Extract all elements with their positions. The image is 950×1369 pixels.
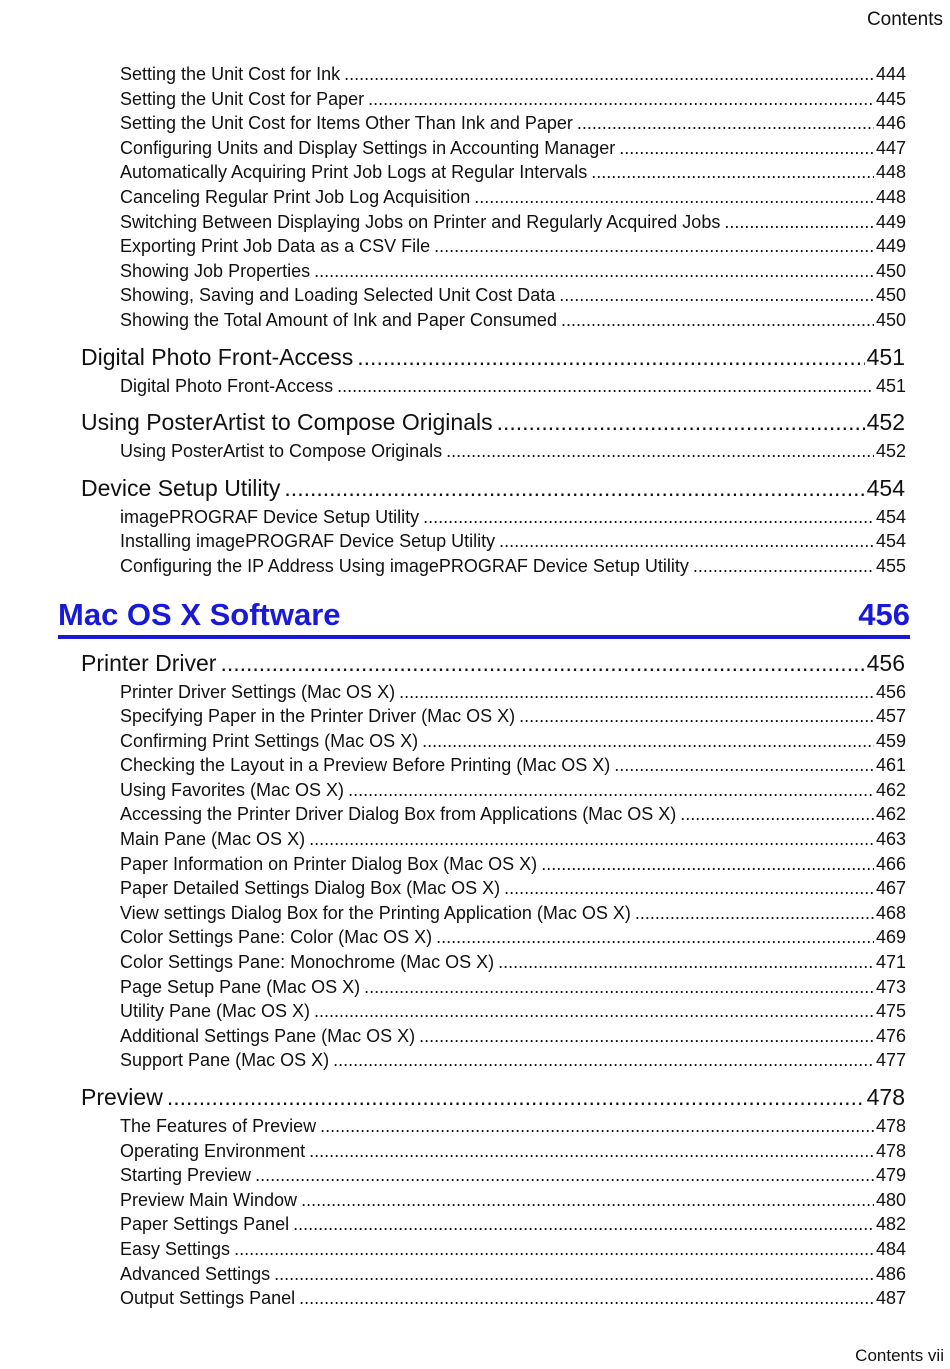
toc-entry-page-number: 468 xyxy=(875,902,906,923)
toc-section-entry[interactable] xyxy=(81,473,905,503)
dot-leader xyxy=(337,374,874,399)
dot-leader xyxy=(368,87,874,112)
toc-subsection-entry[interactable] xyxy=(120,185,906,210)
toc-subsection-entry[interactable] xyxy=(120,210,906,235)
dot-leader xyxy=(504,876,874,901)
toc-subsection-entry[interactable] xyxy=(120,827,906,852)
dot-leader xyxy=(333,1048,874,1073)
toc-subsection-entry[interactable] xyxy=(120,1237,906,1262)
dot-leader xyxy=(619,136,874,161)
dot-leader xyxy=(301,1188,874,1213)
toc-subsection-entry[interactable] xyxy=(120,374,906,399)
toc-subsection-entry[interactable] xyxy=(120,160,906,185)
toc-entry-page-number: 450 xyxy=(875,285,906,306)
toc-entry-page-number: 448 xyxy=(875,186,906,207)
toc-entry-title: Digital Photo Front-Access xyxy=(120,375,334,396)
toc-entry-title: Utility Pane (Mac OS X) xyxy=(120,1001,311,1022)
toc-subsection-entry[interactable] xyxy=(120,136,906,161)
toc-entry-title: Switching Between Displaying Jobs on Printer and Regularly Acquired Jobs xyxy=(120,211,721,232)
toc-entry-page-number: 456 xyxy=(866,649,905,676)
dot-leader xyxy=(577,111,874,136)
toc-section-entry[interactable] xyxy=(81,342,905,372)
toc-entry-title: Page Setup Pane (Mac OS X) xyxy=(120,976,361,997)
toc-entry-page-number: 449 xyxy=(875,211,906,232)
toc-entry-page-number: 475 xyxy=(875,1001,906,1022)
toc-subsection-entry[interactable] xyxy=(120,308,906,333)
dot-leader xyxy=(309,1139,874,1164)
toc-entry-title: Using Favorites (Mac OS X) xyxy=(120,779,345,800)
toc-entry-title: Preview xyxy=(81,1084,163,1110)
toc-entry-page-number: 454 xyxy=(875,506,906,527)
toc-entry-title: Main Pane (Mac OS X) xyxy=(120,829,306,850)
toc-entry-title: Additional Settings Pane (Mac OS X) xyxy=(120,1025,416,1046)
dot-leader xyxy=(446,439,874,464)
toc-entry-page-number: 476 xyxy=(875,1025,906,1046)
toc-entry-page-number: 456 xyxy=(875,681,906,702)
toc-entry-page-number: 454 xyxy=(875,531,906,552)
toc-entry-page-number: 478 xyxy=(875,1140,906,1161)
dot-leader xyxy=(635,901,874,926)
toc-entry-page-number: 463 xyxy=(875,829,906,850)
toc-subsection-entry[interactable] xyxy=(120,876,906,901)
toc-subsection-entry[interactable] xyxy=(120,529,906,554)
dot-leader xyxy=(399,680,874,705)
page-header-label: Contents xyxy=(866,9,943,30)
dot-leader xyxy=(167,1082,865,1112)
toc-subsection-entry[interactable] xyxy=(120,802,906,827)
toc-entry-title: Paper Settings Panel xyxy=(120,1214,290,1235)
toc-entry-title: Support Pane (Mac OS X) xyxy=(120,1050,330,1071)
toc-entry-page-number: 486 xyxy=(875,1263,906,1284)
toc-section-entry[interactable] xyxy=(81,407,905,437)
toc-entry-page-number: 473 xyxy=(875,976,906,997)
toc-subsection-entry[interactable] xyxy=(120,1286,906,1311)
toc-subsection-entry[interactable] xyxy=(120,505,906,530)
toc-subsection-entry[interactable] xyxy=(120,852,906,877)
toc-entry-title: Accessing the Printer Driver Dialog Box from Applications (Mac OS X) xyxy=(120,804,677,825)
dot-leader xyxy=(234,1237,874,1262)
toc-subsection-entry[interactable] xyxy=(120,729,906,754)
toc-entry-page-number: 484 xyxy=(875,1238,906,1259)
dot-leader xyxy=(284,473,864,503)
dot-leader xyxy=(364,975,874,1000)
dot-leader xyxy=(314,259,874,284)
toc-subsection-entry[interactable] xyxy=(120,1048,906,1073)
toc-subsection-entry[interactable] xyxy=(120,234,906,259)
toc-subsection-entry[interactable] xyxy=(120,554,906,579)
toc-subsection-entry[interactable] xyxy=(120,111,906,136)
dot-leader xyxy=(559,283,874,308)
dot-leader xyxy=(299,1286,874,1311)
toc-entry-title: Paper Detailed Settings Dialog Box (Mac OS X) xyxy=(120,878,501,899)
toc-subsection-entry[interactable] xyxy=(120,999,906,1024)
dot-leader xyxy=(499,529,874,554)
toc-entry-title: Configuring the IP Address Using imagePROGRAF Device Setup Utility xyxy=(120,555,689,576)
toc-subsection-entry[interactable] xyxy=(120,753,906,778)
toc-entry-page-number: 477 xyxy=(875,1050,906,1071)
toc-entry-title: Showing the Total Amount of Ink and Paper Consumed xyxy=(120,309,557,330)
toc-entry-title: Color Settings Pane: Monochrome (Mac OS X) xyxy=(120,952,495,973)
toc-entry-page-number: 471 xyxy=(875,952,906,973)
dot-leader xyxy=(348,778,874,803)
toc-entry-title: Automatically Acquiring Print Job Logs at Regular Intervals xyxy=(120,162,588,183)
dot-leader xyxy=(591,160,874,185)
toc-subsection-entry[interactable] xyxy=(120,283,906,308)
dot-leader xyxy=(220,648,864,678)
toc-entry-title: Advanced Settings xyxy=(120,1263,271,1284)
toc-section-entry[interactable] xyxy=(81,1082,905,1112)
toc-entry-title: Preview Main Window xyxy=(120,1189,298,1210)
toc-entry-title: Setting the Unit Cost for Ink xyxy=(120,64,341,84)
toc-entry-page-number: 478 xyxy=(866,1084,905,1110)
toc-entry-title: Printer Driver Settings (Mac OS X) xyxy=(120,681,396,702)
dot-leader xyxy=(519,704,874,729)
toc-entry-page-number: 480 xyxy=(875,1189,906,1210)
dot-leader xyxy=(255,1163,874,1188)
toc-entry-page-number: 452 xyxy=(866,409,905,436)
toc-entry-page-number: 450 xyxy=(875,309,906,330)
page-footer-label: Contents vii xyxy=(855,1346,944,1365)
toc-entry-page-number: 457 xyxy=(875,706,906,727)
dot-leader xyxy=(274,1262,874,1287)
dot-leader xyxy=(434,234,874,259)
dot-leader xyxy=(541,852,874,877)
toc-subsection-entry[interactable] xyxy=(120,778,906,803)
toc-entry-page-number: 456 xyxy=(858,596,910,632)
toc-entry-title: View settings Dialog Box for the Printing Application (Mac OS X) xyxy=(120,902,631,923)
dot-leader xyxy=(497,407,865,437)
toc-entry-title: Printer Driver xyxy=(81,649,217,676)
dot-leader xyxy=(419,1024,874,1049)
dot-leader xyxy=(344,62,874,87)
toc-entry-title: Device Setup Utility xyxy=(81,474,281,501)
toc-entry-title: Checking the Layout in a Preview Before Printing (Mac OS X) xyxy=(120,755,611,776)
toc-entry-title: Exporting Print Job Data as a CSV File xyxy=(120,236,431,257)
toc-entry-page-number: 451 xyxy=(875,375,906,396)
dot-leader xyxy=(498,950,874,975)
dot-leader xyxy=(293,1212,874,1237)
toc-entry-title: The Features of Preview xyxy=(120,1116,317,1136)
dot-leader xyxy=(320,1114,874,1139)
toc-subsection-entry[interactable] xyxy=(120,680,906,705)
toc-entry-page-number: 466 xyxy=(875,853,906,874)
toc-entry-title: Confirming Print Settings (Mac OS X) xyxy=(120,730,419,751)
toc-subsection-entry[interactable] xyxy=(120,87,906,112)
dot-leader xyxy=(614,753,874,778)
toc-entry-page-number: 478 xyxy=(875,1116,906,1136)
toc-subsection-entry[interactable] xyxy=(120,259,906,284)
toc-entry-title: Setting the Unit Cost for Paper xyxy=(120,88,365,109)
toc-entry-page-number: 448 xyxy=(875,162,906,183)
toc-entry-page-number: 446 xyxy=(875,113,906,134)
toc-subsection-entry[interactable] xyxy=(120,1139,906,1164)
toc-entry-title: Configuring Units and Display Settings in Accounting Manager xyxy=(120,137,616,158)
toc-entry-page-number: 450 xyxy=(875,260,906,281)
dot-leader xyxy=(474,185,874,210)
toc-entry-title: Paper Information on Printer Dialog Box (Mac OS X) xyxy=(120,853,538,874)
toc-subsection-entry[interactable] xyxy=(120,1188,906,1213)
toc-entry-title: Using PosterArtist to Compose Originals xyxy=(81,409,493,436)
toc-subsection-entry[interactable] xyxy=(120,975,906,1000)
toc-entry-page-number: 454 xyxy=(866,474,905,501)
dot-leader xyxy=(724,210,874,235)
toc-subsection-entry[interactable] xyxy=(120,1024,906,1049)
toc-subsection-entry[interactable] xyxy=(120,62,906,87)
toc-entry-title: Starting Preview xyxy=(120,1165,252,1186)
toc-section-entry[interactable] xyxy=(81,648,905,678)
toc-subsection-entry[interactable] xyxy=(120,439,906,464)
toc-entry-title: Mac OS X Software xyxy=(58,596,341,632)
toc-subsection-entry[interactable] xyxy=(120,950,906,975)
toc-entry-page-number: 462 xyxy=(875,804,906,825)
dot-leader xyxy=(422,729,874,754)
dot-leader xyxy=(436,925,874,950)
toc-subsection-entry[interactable] xyxy=(120,704,906,729)
toc-subsection-entry[interactable] xyxy=(120,925,906,950)
dot-leader xyxy=(680,802,874,827)
toc-entry-page-number: 467 xyxy=(875,878,906,899)
toc-entry-title: Using PosterArtist to Compose Originals xyxy=(120,441,443,462)
toc-entry-title: Installing imagePROGRAF Device Setup Utility xyxy=(120,531,496,552)
toc-entry-title: Output Settings Panel xyxy=(120,1288,296,1309)
toc-chapter-heading[interactable] xyxy=(58,593,910,639)
toc-entry-title: Setting the Unit Cost for Items Other Than Ink and Paper xyxy=(120,113,573,134)
toc-subsection-entry[interactable] xyxy=(120,1163,906,1188)
toc-entry-page-number: 487 xyxy=(875,1288,906,1309)
toc-entry-page-number: 445 xyxy=(875,88,906,109)
toc-entry-title: imagePROGRAF Device Setup Utility xyxy=(120,506,420,527)
toc-entry-title: Operating Environment xyxy=(120,1140,306,1161)
toc-entry-title: Digital Photo Front-Access xyxy=(81,343,354,370)
toc-entry-title: Showing, Saving and Loading Selected Unit Cost Data xyxy=(120,285,556,306)
dot-leader xyxy=(314,999,874,1024)
table-of-contents xyxy=(0,62,950,1311)
toc-entry-title: Specifying Paper in the Printer Driver (Mac OS X) xyxy=(120,706,516,727)
toc-entry-page-number: 447 xyxy=(875,137,906,158)
dot-leader xyxy=(693,554,874,579)
toc-entry-page-number: 459 xyxy=(875,730,906,751)
toc-entry-page-number: 479 xyxy=(875,1165,906,1186)
toc-entry-title: Color Settings Pane: Color (Mac OS X) xyxy=(120,927,433,948)
toc-entry-page-number: 462 xyxy=(875,779,906,800)
toc-entry-title: Easy Settings xyxy=(120,1238,231,1259)
toc-entry-page-number: 452 xyxy=(875,441,906,462)
toc-entry-page-number: 461 xyxy=(875,755,906,776)
dot-leader xyxy=(357,342,864,372)
toc-entry-title: Showing Job Properties xyxy=(120,260,311,281)
toc-subsection-entry[interactable] xyxy=(120,1262,906,1287)
toc-entry-page-number: 451 xyxy=(866,343,905,370)
dot-leader xyxy=(561,308,874,333)
toc-entry-page-number: 449 xyxy=(875,236,906,257)
toc-entry-title: Canceling Regular Print Job Log Acquisition xyxy=(120,186,471,207)
dot-leader xyxy=(309,827,874,852)
toc-subsection-entry[interactable] xyxy=(120,901,906,926)
dot-leader xyxy=(423,505,874,530)
toc-entry-page-number: 455 xyxy=(875,555,906,576)
toc-subsection-entry[interactable] xyxy=(120,1114,906,1139)
toc-entry-page-number: 482 xyxy=(875,1214,906,1235)
toc-entry-page-number: 444 xyxy=(875,64,906,84)
toc-entry-page-number: 469 xyxy=(875,927,906,948)
toc-subsection-entry[interactable] xyxy=(120,1212,906,1237)
